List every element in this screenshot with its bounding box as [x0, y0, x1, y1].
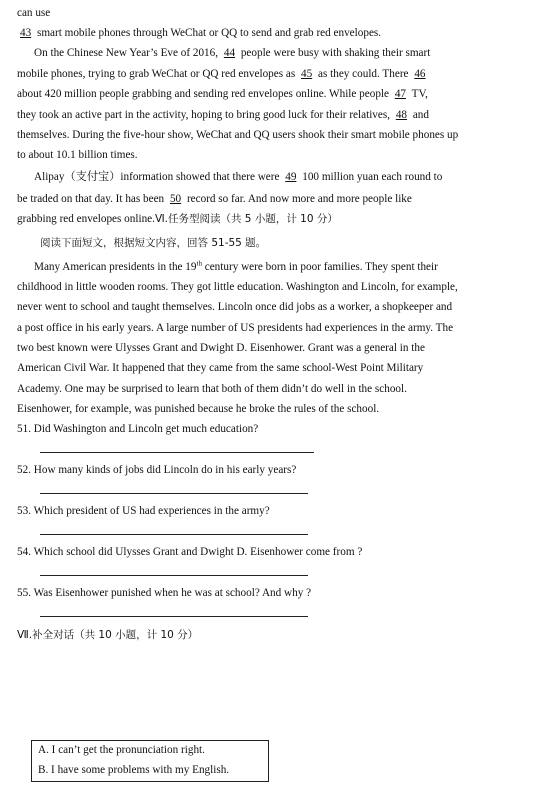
option-a: A. I can’t get the pronunciation right. — [38, 744, 205, 756]
reading-instruction: 阅读下面短文，根据短文内容，回答 51-55 题。 — [40, 237, 267, 249]
reading-line-6: American Civil War. It happened that they came from the same school-West Point Military — [17, 362, 424, 374]
text: record so far. And now more and more people like — [186, 193, 412, 205]
section-6-heading: Ⅵ.任务型阅读（共 5 小题，计 10 分） — [154, 213, 338, 225]
question-55: 55. Was Eisenhower punished when he was at school? And why ? — [17, 587, 312, 599]
blank-47[interactable]: 47 — [394, 88, 406, 100]
cloze-line-2 — [34, 46, 430, 60]
cloze-line-9 — [17, 192, 412, 206]
question-51: 51. Did Washington and Lincoln get much education? — [17, 423, 259, 435]
section-7-heading: Ⅶ.补全对话（共 10 小题，计 10 分） — [17, 629, 199, 641]
text: mobile phones, trying to grab WeChat or QQ red envelopes as — [17, 68, 296, 80]
text: smart mobile phones through WeChat or QQ to send and grab red envelopes. — [36, 27, 382, 39]
reading-line-1 — [34, 260, 438, 274]
text: and — [412, 109, 429, 121]
text: Many American presidents in the 19 — [34, 261, 197, 273]
blank-45[interactable]: 45 — [301, 68, 313, 80]
superscript: th — [196, 259, 202, 268]
answer-line-54[interactable] — [40, 575, 308, 576]
cloze-line-6 — [17, 128, 458, 142]
blank-44[interactable]: 44 — [223, 47, 236, 59]
text: grabbing red envelopes online. — [17, 213, 155, 225]
blank-49[interactable]: 49 — [285, 171, 297, 183]
cloze-line-5 — [17, 108, 429, 122]
answer-line-51[interactable] — [40, 452, 314, 453]
blank-48[interactable]: 48 — [395, 109, 408, 121]
blank-46[interactable]: 46 — [414, 68, 426, 80]
text: TV, — [411, 88, 428, 100]
reading-line-7: Academy. One may be surprised to learn that both of them didn’t do well in the school. — [17, 383, 407, 395]
cloze-line-4 — [17, 87, 428, 101]
cloze-line-10 — [17, 212, 338, 226]
text: they took an active part in the activity, hoping to bring good luck for their relatives, — [17, 109, 391, 121]
text: about 420 million people grabbing and sending red envelopes online. While people — [17, 88, 390, 100]
text: 100 million yuan each round to — [302, 171, 443, 183]
blank-50[interactable]: 50 — [169, 193, 182, 205]
reading-line-3: never went to school and taught themselves. Lincoln once did jobs as a worker, a shopkeeper and — [17, 301, 453, 313]
cloze-line-8 — [34, 170, 442, 184]
question-52: 52. How many kinds of jobs did Lincoln do in his early years? — [17, 464, 297, 476]
reading-line-2: childhood in little wooden rooms. They got little education. Washington and Lincoln, for example, — [17, 281, 458, 293]
text: century were born in poor families. They spent their — [204, 261, 438, 273]
text: Alipay（支付宝）information showed that there were — [34, 171, 280, 183]
cloze-line-7 — [17, 148, 138, 162]
cloze-line-3 — [17, 67, 429, 81]
text: people were busy with shaking their smart — [240, 47, 431, 59]
reading-line-5: two best known were Ulysses Grant and Dwight D. Eisenhower. Grant was a general in the — [17, 342, 425, 354]
reading-line-4: a post office in his early years. A large number of US presidents had experiences in the army. The — [17, 322, 454, 334]
question-54: 54. Which school did Ulysses Grant and Dwight D. Eisenhower come from ? — [17, 546, 363, 558]
option-b: B. I have some problems with my English. — [38, 764, 230, 776]
blank-43[interactable]: 43 — [20, 27, 32, 39]
text: themselves. During the five-hour show, WeChat and QQ users shook their smart mobile phones up — [17, 129, 459, 141]
text: On the Chinese New Year’s Eve of 2016, — [34, 47, 219, 59]
text: as they could. There — [318, 68, 409, 80]
cloze-line-0 — [17, 6, 50, 20]
answer-line-53[interactable] — [40, 534, 308, 535]
cloze-line-1 — [17, 26, 381, 40]
answer-line-52[interactable] — [40, 493, 308, 494]
reading-line-8: Eisenhower, for example, was punished because he broke the rules of the school. — [17, 403, 380, 415]
question-53: 53. Which president of US had experiences in the army? — [17, 505, 270, 517]
text: can use — [17, 7, 51, 19]
text: be traded on that day. It has been — [17, 193, 165, 205]
options-box — [31, 740, 269, 782]
text: to about 10.1 billion times. — [17, 149, 138, 161]
answer-line-55[interactable] — [40, 616, 308, 617]
